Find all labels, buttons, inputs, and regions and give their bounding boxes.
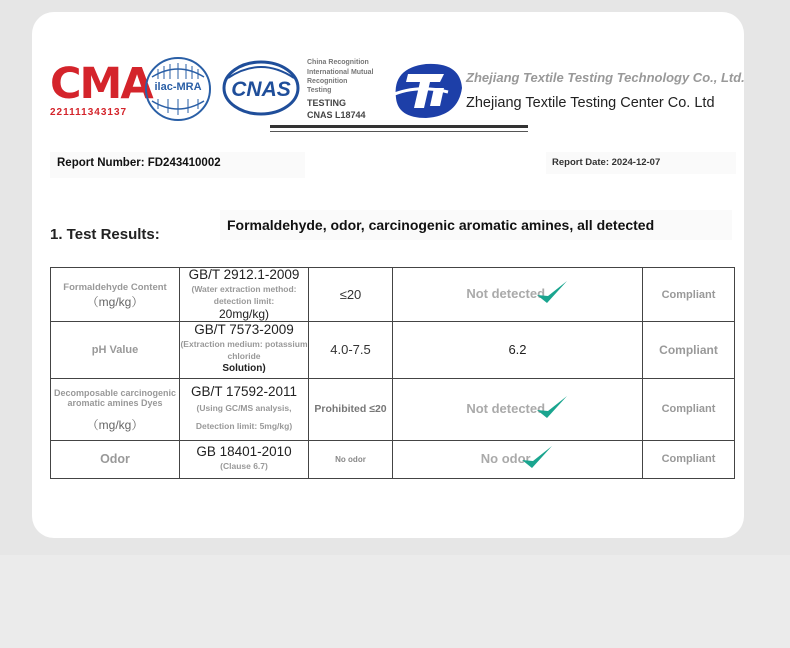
cnas-number: CNAS L18744: [307, 110, 366, 120]
company-name-secondary: Zhejiang Textile Testing Center Co. Ltd: [466, 95, 715, 111]
header-divider: [270, 125, 528, 128]
results-summary: Formaldehyde, odor, carcinogenic aromatic amines, all detected: [227, 217, 655, 233]
results-table: [50, 267, 735, 479]
table-row: [51, 322, 735, 378]
method-note-continued: Detection limit: 5mg/kg): [195, 421, 293, 432]
method-note: (Using GC/MS analysis,: [196, 403, 292, 414]
method-standard: GB/T 2912.1-2009: [188, 267, 300, 283]
cma-logo-letters: CMA: [50, 59, 152, 109]
table-row: [51, 268, 735, 322]
verdict-cell: Compliant: [643, 440, 735, 478]
result-value: No odor: [480, 450, 531, 466]
cnas-line-1: China Recognition: [307, 59, 369, 66]
test-item-cell: [51, 268, 180, 322]
method-note-continued: 20mg/kg): [218, 307, 270, 322]
test-item-unit: （mg/kg）: [86, 418, 144, 433]
test-item-name: Formaldehyde Content: [63, 281, 167, 293]
table-row: [51, 378, 735, 440]
limit-cell: Prohibited ≤20: [309, 378, 393, 440]
company-name-primary: Zhejiang Textile Testing Technology Co., Ltd.: [466, 70, 745, 85]
verdict-cell: Compliant: [643, 268, 735, 322]
result-value: Not detected: [466, 400, 546, 416]
method-note: (Clause 6.7): [220, 461, 268, 472]
cnas-line-2: International Mutual Recognition: [307, 69, 374, 85]
limit-cell: No odor: [309, 440, 393, 478]
method-note-continued: Solution): [222, 363, 266, 375]
test-item-name: Odor: [100, 452, 130, 467]
check-icon: [520, 444, 554, 475]
cma-number: 221111343137: [50, 107, 128, 118]
method-standard: GB 18401-2010: [196, 444, 292, 460]
method-note: (Water extraction method: detection limit:: [191, 284, 297, 307]
testing-center-logo: [386, 58, 466, 122]
method-cell: [180, 322, 309, 378]
ilac-label: ilac-MRA: [154, 81, 202, 93]
result-value: Not detected: [466, 286, 546, 302]
result-value: 6.2: [508, 342, 527, 358]
report-number: Report Number: FD243410002: [50, 152, 305, 178]
ilac-mra-logo: [144, 57, 212, 121]
test-item-name: Decomposable carcinogenic aromatic amines Dyes: [53, 388, 177, 409]
header-divider-thin: [270, 131, 528, 132]
test-item-cell: [51, 322, 180, 378]
limit-cell: ≤20: [309, 268, 393, 322]
section-title: 1. Test Results:: [50, 226, 160, 243]
report-date: Report Date: 2024-12-07: [546, 152, 736, 174]
method-cell: [180, 268, 309, 322]
test-item-cell: [51, 378, 180, 440]
method-note: (Extraction medium: potassium chloride: [180, 339, 308, 362]
limit-cell: 4.0-7.5: [309, 322, 393, 378]
check-icon: [535, 394, 569, 425]
method-standard: GB/T 7573-2009: [194, 322, 294, 338]
method-standard: GB/T 17592-2011: [190, 384, 298, 400]
cnas-line-3: Testing: [307, 87, 332, 94]
method-cell: [180, 440, 309, 478]
cma-logo: [50, 59, 152, 122]
cnas-logo-text: CNAS: [231, 78, 291, 101]
verdict-cell: Compliant: [643, 378, 735, 440]
result-cell: [393, 378, 643, 440]
test-item-cell: [51, 440, 180, 478]
test-item-name: pH Value: [91, 343, 139, 356]
result-cell: [393, 322, 643, 378]
result-cell: [393, 440, 643, 478]
test-item-unit: （mg/kg）: [86, 294, 144, 309]
method-cell: [180, 378, 309, 440]
cnas-accreditation: [307, 58, 397, 121]
table-row: [51, 440, 735, 478]
result-cell: [393, 268, 643, 322]
check-icon: [535, 279, 569, 310]
cnas-logo: [222, 60, 300, 116]
cnas-testing: TESTING: [307, 98, 347, 108]
verdict-cell: Compliant: [643, 322, 735, 378]
